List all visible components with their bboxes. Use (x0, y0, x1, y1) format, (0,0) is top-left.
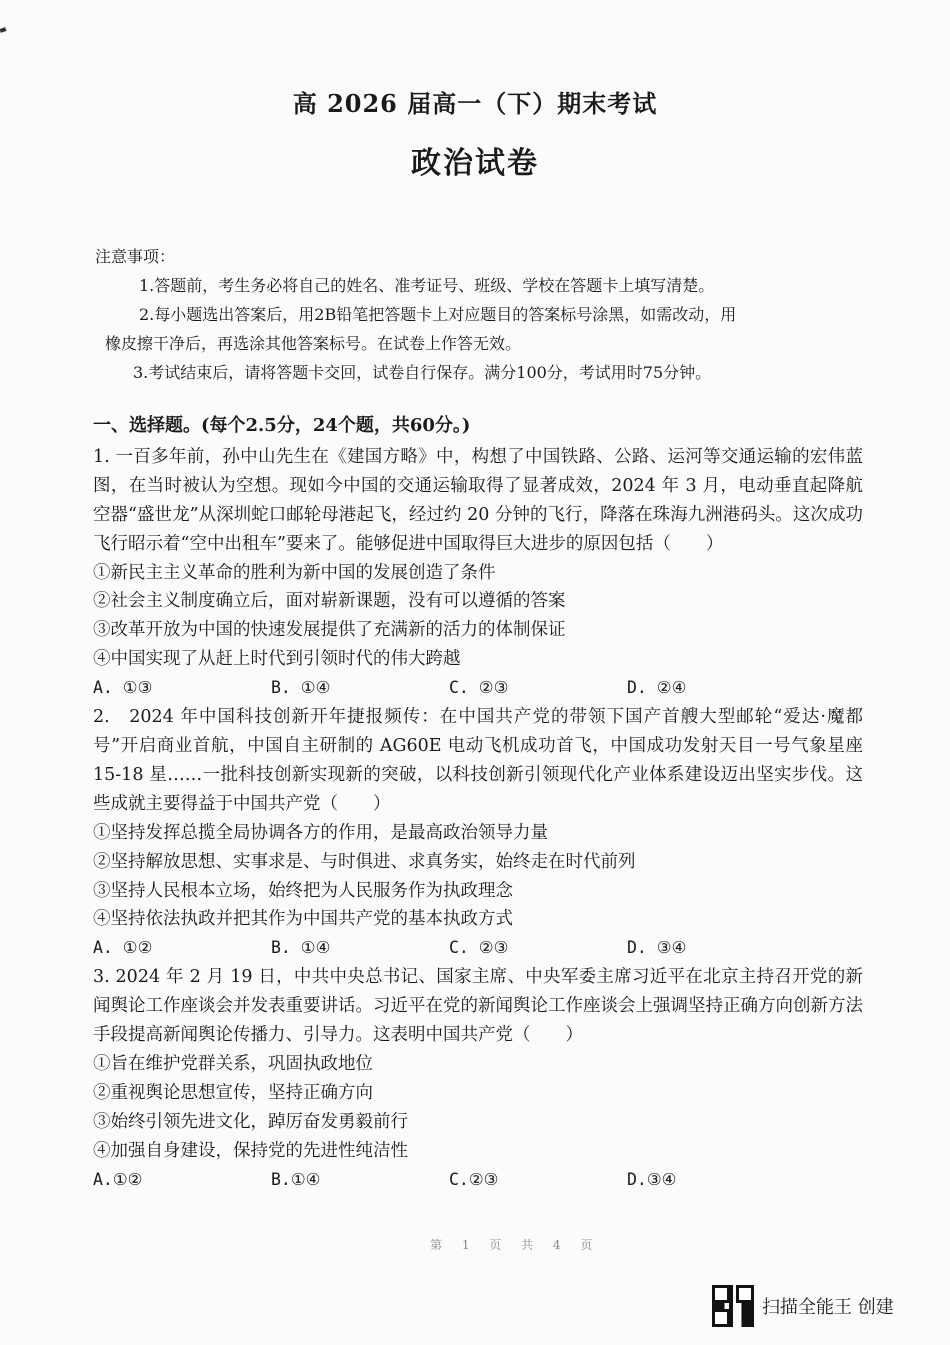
question-option: ③坚持人民根本立场，始终把为人民服务作为执政理念 (93, 880, 513, 901)
question-option: ④加强自身建设，保持党的先进性纯洁性 (93, 1140, 408, 1161)
scanner-watermark (712, 1285, 894, 1327)
question-option: ③始终引领先进文化，踔厉奋发勇毅前行 (93, 1111, 408, 1132)
page-number-mark: 第 1 页 共 4 页 (430, 1238, 601, 1252)
exam-title: 高 2026 届高一（下）期末考试 (292, 89, 658, 118)
choice-a: A.①② (93, 1169, 143, 1189)
answer-choices (93, 934, 863, 963)
choice-c: C.②③ (449, 1169, 499, 1189)
question-2 (93, 703, 863, 963)
notice-block (95, 242, 855, 387)
notice-item: 2.每小题选出答案后，用2B铅笔把答题卡上对应题目的答案标号涂黑，如需改动，用 (139, 305, 737, 324)
choice-c: C. ②③ (449, 678, 509, 698)
answer-choices (93, 674, 863, 703)
question-option: ④中国实现了从赶上时代到引领时代的伟大跨越 (93, 649, 461, 670)
question-stem: 2. 2024 年中国科技创新开年捷报频传：在中国共产党的带领下国产首艘大型邮轮“爱达·魔都号”开启商业首航，中国自主研制的 AG60E 电动飞机成功首飞，中国成功发射天目一号气象星座 15-18 星……一批科技创新实现新的突破，以科技创新引领现代化产业体系建设迈出坚实步伐。这些成就主要得益于中国共产党（ ） (93, 707, 863, 814)
question-section (93, 412, 863, 1194)
notice-item: 3.考试结束后，请将答题卡交回，试卷自行保存。满分100分，考试用时75分钟。 (133, 363, 712, 382)
question-option: ①旨在维护党群关系，巩固执政地位 (93, 1053, 373, 1074)
choice-d: D. ②④ (627, 678, 687, 698)
scan-speck (0, 27, 7, 33)
question-stem: 1. 一百多年前，孙中山先生在《建国方略》中，构想了中国铁路、公路、运河等交通运输的宏伟蓝图，在当时被认为空想。现如今中国的交通运输取得了显著成效，2024 年 3 月，电动垂直起降航空器“盛世龙”从深圳蛇口邮轮母港起飞，经过约 20 分钟的飞行，降落在珠海九洲港码头。这次成功飞行昭示着“空中出租车”要来了。能够促进中国取得巨大进步的原因包括（ ） (93, 446, 863, 554)
question-option: ①坚持发挥总揽全局协调各方的作用，是最高政治领导力量 (93, 822, 548, 843)
answer-choices (93, 1166, 863, 1195)
question-option: ②社会主义制度确立后，面对崭新课题，没有可以遵循的答案 (93, 591, 566, 612)
notice-heading: 注意事项： (95, 247, 176, 266)
choice-b: B.①④ (271, 1169, 321, 1189)
choice-d: D. ③④ (627, 938, 687, 958)
question-stem: 3. 2024 年 2 月 19 日，中共中央总书记、国家主席、中央军委主席习近平在北京主持召开党的新闻舆论工作座谈会并发表重要讲话。习近平在党的新闻舆论工作座谈会上强调坚持正确方向创新方法手段提高新闻舆论传播力、引导力。这表明中国共产党（ ） (93, 967, 863, 1046)
choice-c: C. ②③ (449, 938, 509, 958)
question-option: ②坚持解放思想、实事求是、与时俱进、求真务实，始终走在时代前列 (93, 851, 636, 872)
notice-item-continued: 橡皮擦干净后，再选涂其他答案标号。在试卷上作答无效。 (105, 334, 522, 353)
choice-d: D.③④ (627, 1169, 677, 1189)
scanner-label: 扫描全能王 创建 (762, 1297, 894, 1318)
question-option: ③改革开放为中国的快速发展提供了充满新的活力的体制保证 (93, 620, 566, 641)
choice-a: A. ①③ (93, 678, 153, 698)
question-option: ②重视舆论思想宣传，坚持正确方向 (93, 1082, 373, 1103)
notice-item: 1.答题前，考生务必将自己的姓名、准考证号、班级、学校在答题卡上填写清楚。 (139, 276, 715, 295)
choice-b: B. ①④ (271, 678, 331, 698)
question-1 (93, 443, 863, 703)
exam-subtitle: 政治试卷 (411, 146, 539, 181)
section-title: 一、选择题。(每个2.5分，24个题，共60分。) (93, 415, 471, 436)
choice-a: A. ①② (93, 938, 153, 958)
choice-b: B. ①④ (271, 938, 331, 958)
question-option: ①新民主主义革命的胜利为新中国的发展创造了条件 (93, 562, 496, 583)
qr-code-icon (712, 1285, 754, 1327)
question-3 (93, 963, 863, 1194)
question-option: ④坚持依法执政并把其作为中国共产党的基本执政方式 (93, 909, 513, 930)
